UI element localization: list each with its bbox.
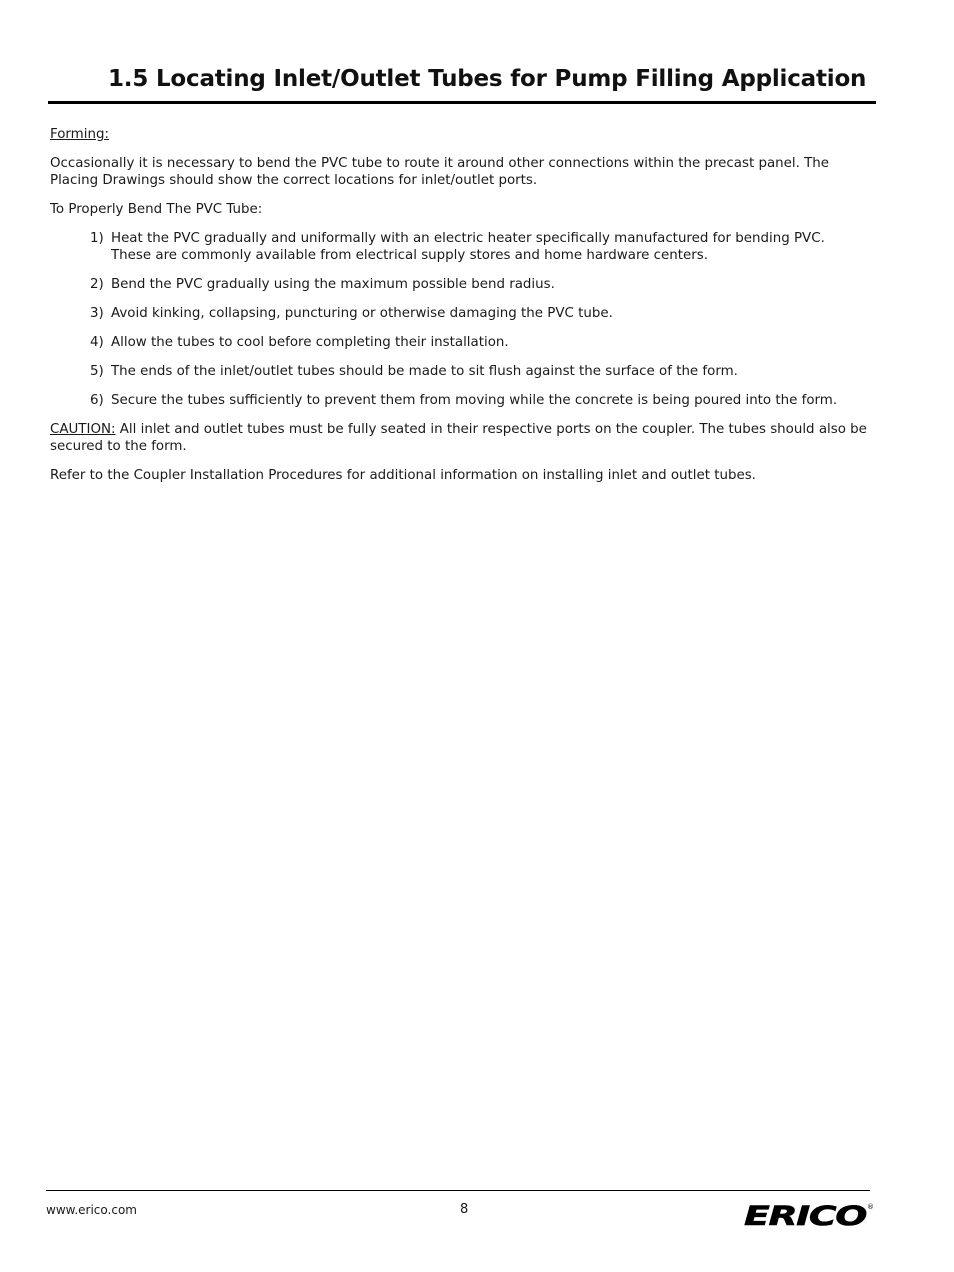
- step-text-line: These are commonly available from electrical supply stores and home hardware centers.: [111, 248, 708, 263]
- page-title: 1.5 Locating Inlet/Outlet Tubes for Pump Filling Application: [108, 66, 867, 92]
- list-item: [90, 363, 870, 380]
- main-content: [50, 126, 870, 496]
- step-number: 1): [90, 231, 104, 246]
- step-number: 4): [90, 335, 104, 350]
- step-number: 6): [90, 393, 104, 408]
- step-text: The ends of the inlet/outlet tubes should be made to sit flush against the surface of the form.: [111, 364, 738, 379]
- step-text: Avoid kinking, collapsing, puncturing or otherwise damaging the PVC tube.: [111, 306, 613, 321]
- step-number: 5): [90, 364, 104, 379]
- list-item: [90, 334, 870, 351]
- logo-wordmark: ERICO: [744, 1201, 867, 1230]
- step-number: 2): [90, 277, 104, 292]
- footer-url[interactable]: www.erico.com: [46, 1203, 137, 1217]
- caution-paragraph: [50, 421, 870, 455]
- list-item: [90, 276, 870, 293]
- page-number: 8: [460, 1202, 469, 1217]
- bend-steps-list: [50, 230, 870, 409]
- title-divider: [48, 101, 876, 104]
- refer-paragraph: Refer to the Coupler Installation Procedures for additional information on installing inlet and outlet tubes.: [50, 468, 756, 483]
- caution-label: CAUTION:: [50, 422, 116, 437]
- step-text-line: Heat the PVC gradually and uniformally with an electric heater specifically manufactured for bending PVC.: [111, 231, 825, 246]
- footer-divider: [46, 1190, 870, 1191]
- forming-heading-text: Forming:: [50, 127, 109, 142]
- bend-heading: To Properly Bend The PVC Tube:: [50, 202, 263, 217]
- step-number: 3): [90, 306, 104, 321]
- list-item: [90, 230, 870, 264]
- step-text: Bend the PVC gradually using the maximum possible bend radius.: [111, 277, 555, 292]
- step-text: [111, 230, 870, 264]
- step-text: Secure the tubes sufficiently to prevent them from moving while the concrete is being poured into the form.: [111, 393, 838, 408]
- list-item: [90, 392, 870, 409]
- step-text: Allow the tubes to cool before completing their installation.: [111, 335, 509, 350]
- intro-paragraph: Occasionally it is necessary to bend the PVC tube to route it around other connections within the precast panel. The Placing Drawings should show the correct locations for inlet/outlet ports.: [50, 156, 830, 188]
- forming-heading: [50, 126, 870, 143]
- erico-logo: [742, 1200, 874, 1230]
- registered-mark: ®: [867, 1203, 874, 1211]
- caution-text: All inlet and outlet tubes must be fully seated in their respective ports on the coupler. The tubes should also be secured to the form.: [50, 422, 867, 454]
- list-item: [90, 305, 870, 322]
